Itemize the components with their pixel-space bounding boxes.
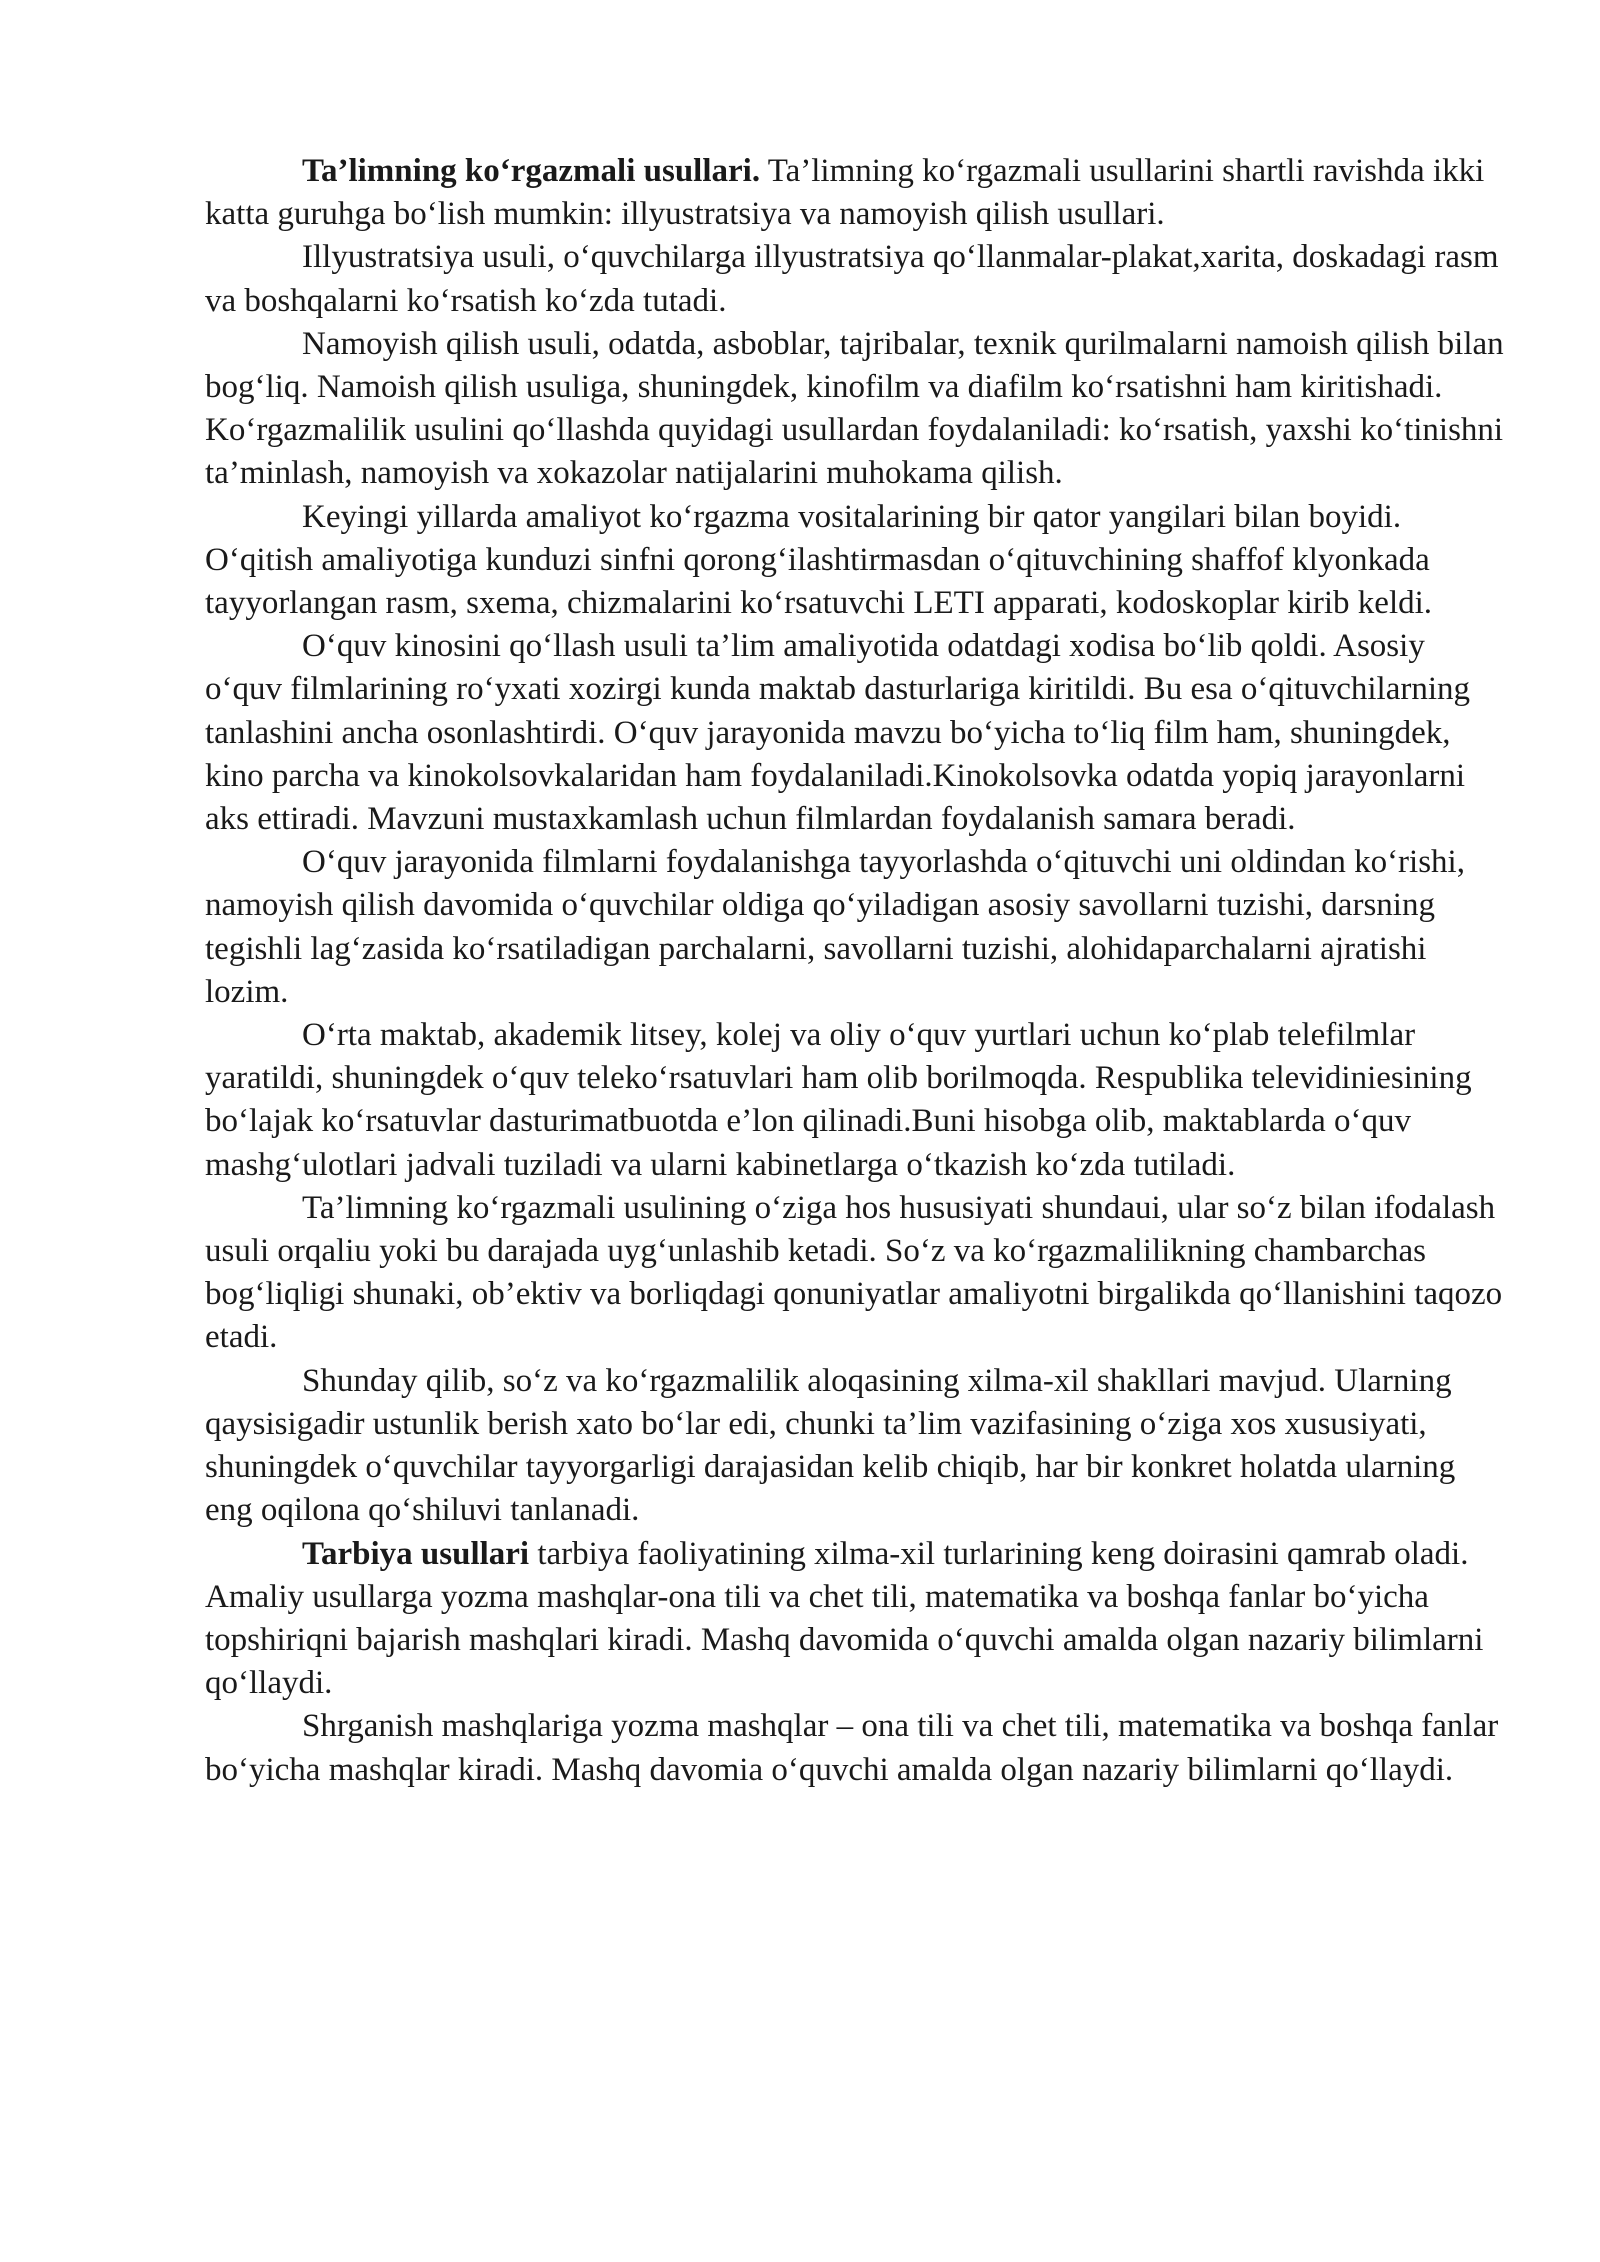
paragraph-3 [205, 323, 1505, 496]
paragraph-text: Namoyish qilish usuli, odatda, asboblar, tajribalar, texnik qurilmalarni namoish qilish bilan bog‘liq. Namoish qilish usuliga, shuningdek, kinofilm va diafilm ko‘rsatishni ham kiritishadi. Ko‘rgazmalilik usulini qo‘llashda quyidagi usullardan foydalaniladi: ko‘rsatish, yaxshi ko‘tinishni ta’minlash, namoyish va xokazolar natijalarini muhokama qilish. [205, 325, 1504, 492]
section-heading: Ta’limning ko‘rgazmali usullari. [302, 153, 761, 189]
paragraph-text: Illyustratsiya usuli, o‘quvchilarga illyustratsiya qo‘llanmalar-plakat,xarita, doskadagi rasm va boshqalarni ko‘rsatish ko‘zda tutadi. [205, 239, 1499, 319]
document-page [205, 150, 1505, 1792]
paragraph-10 [205, 1533, 1505, 1706]
paragraph-11 [205, 1705, 1505, 1791]
paragraph-8 [205, 1187, 1505, 1360]
paragraph-2 [205, 236, 1505, 322]
paragraph-text: O‘rta maktab, akademik litsey, kolej va oliy o‘quv yurtlari uchun ko‘plab telefilmlar yaratildi, shuningdek o‘quv teleko‘rsatuvlari ham olib borilmoqda. Respublika televidiniesining bo‘lajak ko‘rsatuvlar dasturimatbuotda e’lon qilinadi.Buni hisobga olib, maktablarda o‘quv mashg‘ulotlari jadvali tuziladi va ularni kabinetlarga o‘tkazish ko‘zda tutiladi. [205, 1017, 1472, 1183]
paragraph-9 [205, 1360, 1505, 1533]
paragraph-text: O‘quv kinosini qo‘llash usuli ta’lim amaliyotida odatdagi xodisa bo‘lib qoldi. Asosiy o‘quv filmlarining ro‘yxati xozirgi kunda maktab dasturlariga kiritildi. Bu esa o‘qituvchilarning tanlashini ancha osonlashtirdi. O‘quv jarayonida mavzu bo‘yicha to‘liq film ham, shuningdek, kino parcha va kinokolsovkalaridan ham foydalaniladi.Kinokolsovka odatda yopiq jarayonlarni aks ettiradi. Mavzuni mustaxkamlash uchun filmlardan foydalanish samara beradi. [205, 628, 1471, 838]
paragraph-text: Shunday qilib, so‘z va ko‘rgazmalilik aloqasining xilma-xil shakllari mavjud. Ularning qaysisigadir ustunlik berish xato bo‘lar edi, chunki ta’lim vazifasining o‘ziga xos xususiyati, shuningdek o‘quvchilar tayyorgarligi darajasidan kelib chiqib, har bir konkret holatda ularning eng oqilona qo‘shiluvi tanlanadi. [205, 1362, 1456, 1529]
paragraph-text: tarbiya faoliyatining xilma-xil turlarining keng doirasini qamrab oladi. Amaliy usullarga yozma mashqlar-ona tili va chet tili, matematika va boshqa fanlar bo‘yicha topshiriqni bajarish mashqlari kiradi. Mashq davomida o‘quvchi amalda olgan nazariy bilimlarni qo‘llaydi. [205, 1535, 1484, 1702]
paragraph-text: Ta’limning ko‘rgazmali usulining o‘ziga hos hususiyati shundaui, ular so‘z bilan ifodalash usuli orqaliu yoki bu darajada uyg‘unlashib ketadi. So‘z va ko‘rgazmalilikning chambarchas bog‘liqligi shunaki, ob’ektiv va borliqdagi qonuniyatlar amaliyotni birgalikda qo‘llanishini taqozo etadi. [205, 1189, 1503, 1356]
paragraph-6 [205, 841, 1505, 1014]
paragraph-4 [205, 496, 1505, 626]
paragraph-text: O‘quv jarayonida filmlarni foydalanishga tayyorlashda o‘qituvchi uni oldindan ko‘rishi, namoyish qilish davomida o‘quvchilar oldiga qo‘yiladigan asosiy savollarni tuzishi, darsning tegishli lag‘zasida ko‘rsatiladigan parchalarni, savollarni tuzishi, alohidaparchalarni ajratishi lozim. [205, 844, 1465, 1010]
paragraph-text: Keyingi yillarda amaliyot ko‘rgazma vositalarining bir qator yangilari bilan boyidi. O‘qitish amaliyotiga kunduzi sinfni qorong‘ilashtirmasdan o‘qituvchining shaffof klyonkada tayyorlangan rasm, sxema, chizmalarini ko‘rsatuvchi LETI apparati, kodoskoplar kirib keldi. [205, 498, 1433, 622]
paragraph-text: Ta’limning ko‘rgazmali usullarini shartli ravishda ikki katta guruhga bo‘lish mumkin: illyustratsiya va namoyish qilish usullari. [205, 153, 1485, 233]
paragraph-text: Shrganish mashqlariga yozma mashqlar – ona tili va chet tili, matematika va boshqa fanlar bo‘yicha mashqlar kiradi. Mashq davomia o‘quvchi amalda olgan nazariy bilimlarni qo‘llaydi. [205, 1708, 1499, 1788]
paragraph-5 [205, 625, 1505, 841]
section-heading: Tarbiya usullari [302, 1535, 530, 1572]
paragraph-1 [205, 150, 1505, 236]
paragraph-7 [205, 1014, 1505, 1187]
